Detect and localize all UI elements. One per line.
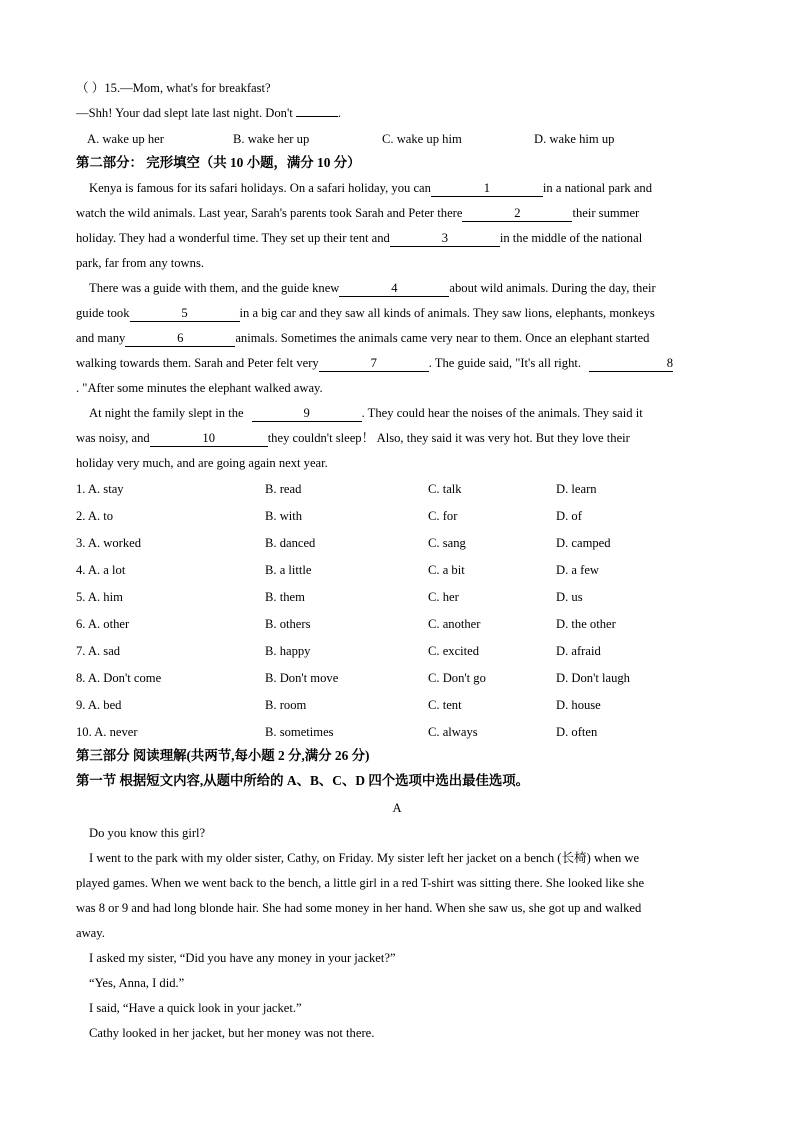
cloze-blank-4: 4	[339, 281, 449, 297]
cloze-blank-9: 9	[252, 406, 362, 422]
q15-option-c: C. wake up him	[382, 132, 462, 146]
passage-line: Cathy looked in her jacket, but her money was not there.	[89, 1026, 375, 1040]
choice-c: C. Don't go	[428, 671, 486, 685]
choice-a: 10. A. never	[76, 725, 138, 739]
passage-line: “Yes, Anna, I did.”	[89, 976, 185, 990]
choice-c: C. another	[428, 617, 481, 631]
cloze-blank-6: 6	[125, 331, 235, 347]
choice-c: C. for	[428, 509, 458, 523]
cloze-line: guide took 5 in a big car and they saw all kinds of animals. They saw lions, elephants, monkeys	[76, 306, 655, 320]
cloze-line: park, far from any towns.	[76, 256, 204, 270]
choice-d: D. a few	[556, 563, 600, 577]
cloze-blank-5: 5	[130, 306, 240, 322]
cloze-line: watch the wild animals. Last year, Sarah's parents took Sarah and Peter there 2 their summer	[76, 206, 640, 220]
choice-a: 3. A. worked	[76, 536, 142, 550]
passage-line: I went to the park with my older sister, Cathy, on Friday. My sister left her jacket on a bench (长椅) when we	[89, 851, 640, 865]
cloze-line: holiday. They had a wonderful time. They set up their tent and 3 in the middle of the national	[76, 231, 643, 245]
choice-c: C. excited	[428, 644, 480, 658]
cloze-blank-8: 8	[589, 356, 673, 372]
choice-c: C. talk	[428, 482, 462, 496]
choice-b: B. a little	[265, 563, 312, 577]
choice-a: 9. A. bed	[76, 698, 122, 712]
choice-b: B. with	[265, 509, 303, 523]
passage-line: played games. When we went back to the bench, a little girl in a red T-shirt was sitting there. She looked like she	[76, 876, 645, 890]
choice-a: 6. A. other	[76, 617, 130, 631]
choice-d: D. afraid	[556, 644, 601, 658]
choice-a: 4. A. a lot	[76, 563, 126, 577]
answer-paren: （ ）	[76, 81, 105, 95]
choice-b: B. happy	[265, 644, 311, 658]
choice-c: C. a bit	[428, 563, 465, 577]
cloze-blank-2: 2	[462, 206, 572, 222]
choice-d: D. us	[556, 590, 583, 604]
q15-prompt: （ ）15.—Mom, what's for breakfast?	[76, 81, 271, 95]
choice-d: D. house	[556, 698, 601, 712]
choice-a: 5. A. him	[76, 590, 123, 604]
cloze-line: and many 6 animals. Sometimes the animals came very near to them. Once an elephant started	[76, 331, 650, 345]
choice-d: D. camped	[556, 536, 611, 550]
passage-line: I said, “Have a quick look in your jacket.”	[89, 1001, 302, 1015]
choice-b: B. read	[265, 482, 302, 496]
cloze-line: There was a guide with them, and the guide knew 4 about wild animals. During the day, their	[89, 281, 656, 295]
cloze-line: walking towards them. Sarah and Peter felt very 7 . The guide said, "It's all right. 8	[76, 356, 674, 370]
part2-heading: 第二部分： 完形填空（共 10 小题，满分 10 分）	[76, 155, 361, 170]
passage-label: A	[392, 801, 402, 815]
cloze-line: holiday very much, and are going again next year.	[76, 456, 328, 470]
cloze-line: was noisy, and 10 they couldn't sleep！ Also, they said it was very hot. But they love their	[76, 431, 630, 445]
cloze-blank-10: 10	[150, 431, 268, 447]
choice-a: 8. A. Don't come	[76, 671, 162, 685]
passage-line: was 8 or 9 and had long blonde hair. She had some money in her hand. When she saw us, she got up and walked	[76, 901, 642, 915]
part3-heading: 第三部分 阅读理解(共两节,每小题 2 分,满分 26 分)	[76, 748, 370, 763]
q15-option-d: D. wake him up	[534, 132, 615, 146]
choice-b: B. Don't move	[265, 671, 339, 685]
choice-c: C. her	[428, 590, 459, 604]
choice-b: B. sometimes	[265, 725, 334, 739]
cloze-blank-1: 1	[431, 181, 543, 197]
choice-d: D. of	[556, 509, 582, 523]
choice-b: B. them	[265, 590, 305, 604]
choice-b: B. room	[265, 698, 307, 712]
choice-a: 7. A. sad	[76, 644, 121, 658]
q15-reply: —Shh! Your dad slept late last night. Don't .	[76, 106, 342, 120]
cloze-blank-3: 3	[390, 231, 500, 247]
passage-line: away.	[76, 926, 105, 940]
section1-instruction: 第一节 根据短文内容,从题中所给的 A、B、C、D 四个选项中选出最佳选项。	[76, 773, 530, 788]
choice-c: C. always	[428, 725, 478, 739]
cloze-blank-7: 7	[319, 356, 429, 372]
q15-option-b: B. wake her up	[233, 132, 310, 146]
choice-d: D. learn	[556, 482, 597, 496]
choice-c: C. sang	[428, 536, 466, 550]
choice-b: B. others	[265, 617, 311, 631]
cloze-line: At night the family slept in the 9 . They could hear the noises of the animals. They said it	[89, 406, 643, 420]
cloze-line: Kenya is famous for its safari holidays. On a safari holiday, you can 1 in a national park and	[89, 181, 653, 195]
q15-blank	[296, 116, 338, 117]
choice-d: D. the other	[556, 617, 616, 631]
choice-a: 2. A. to	[76, 509, 114, 523]
choice-b: B. danced	[265, 536, 316, 550]
choice-d: D. Don't laugh	[556, 671, 630, 685]
passage-line: I asked my sister, “Did you have any money in your jacket?”	[89, 951, 396, 965]
cloze-line: . "After some minutes the elephant walked away.	[76, 381, 323, 395]
choice-a: 1. A. stay	[76, 482, 124, 496]
choice-c: C. tent	[428, 698, 462, 712]
passage-line: Do you know this girl?	[89, 826, 206, 840]
q15-option-a: A. wake up her	[87, 132, 164, 146]
choice-d: D. often	[556, 725, 598, 739]
q15-options	[76, 130, 718, 148]
